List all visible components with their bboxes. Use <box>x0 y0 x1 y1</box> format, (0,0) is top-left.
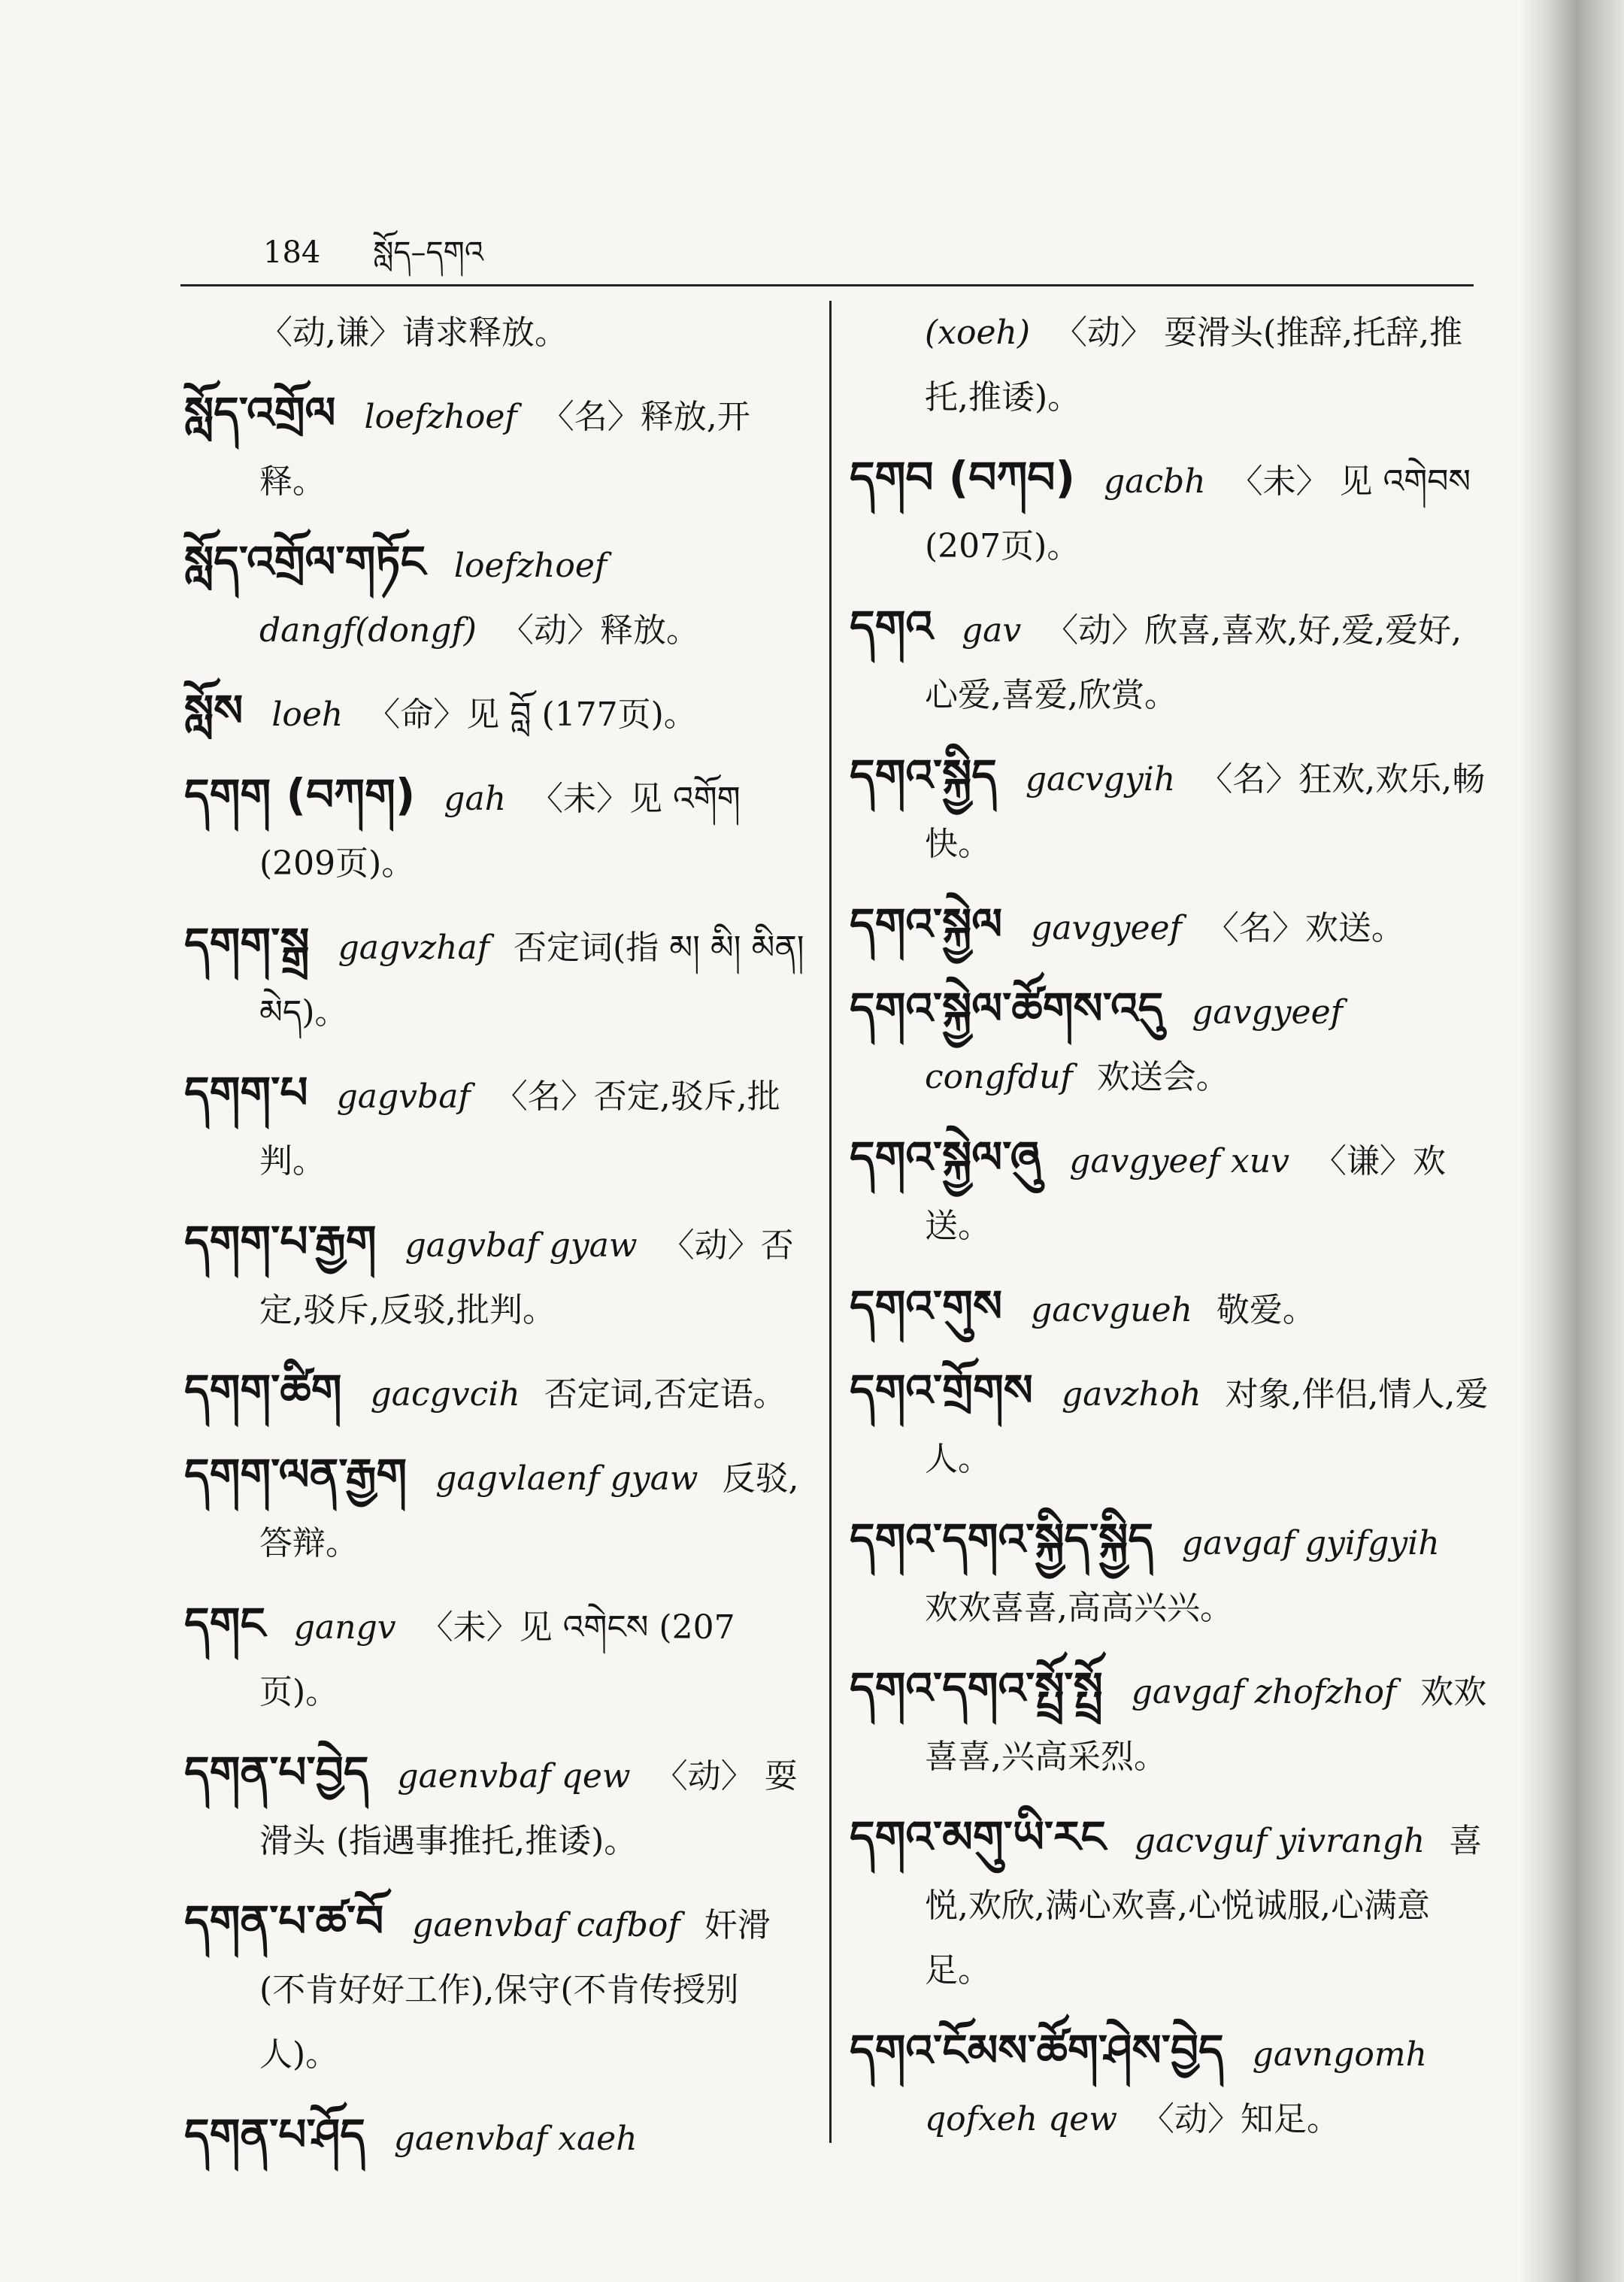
romanization: (xoeh) <box>925 314 1031 352</box>
romanization: gagvbaf <box>336 1077 471 1116</box>
dictionary-entry <box>850 743 1489 877</box>
headword: དགའ་ངོམས་ཚོག་ཤེས་བྱེད <box>850 2025 1224 2076</box>
dictionary-entry <box>850 1656 1489 1790</box>
dictionary-entry <box>184 678 808 747</box>
header-rule <box>180 284 1474 286</box>
definition: 欢送会。 <box>1096 1058 1229 1096</box>
headword: དགའ་གུས <box>850 1280 1003 1332</box>
definition: 〈动〉 耍滑头(推辞,托辞,推托,推诿)。 <box>925 314 1463 417</box>
romanization: gaenvbaf xaeh <box>393 2120 638 2158</box>
dictionary-entry <box>184 1591 808 1725</box>
definition: 〈动,谦〉请求释放。 <box>259 314 568 352</box>
dictionary-entry <box>184 1209 808 1343</box>
dictionary-entry <box>850 892 1489 961</box>
dictionary-entry <box>850 1125 1489 1259</box>
definition: 〈名〉狂欢,欢乐,畅快。 <box>925 760 1486 863</box>
definition: 〈动〉欣喜,喜欢,好,爱,爱好,心爱,喜爱,欣赏。 <box>925 611 1462 714</box>
definition: 对象,伴侣,情人,爱人。 <box>925 1375 1489 1478</box>
dictionary-entry <box>850 301 1489 430</box>
headword: དགག་པ་རྒྱག <box>184 1216 377 1267</box>
definition: 奸滑(不肯好好工作),保守(不肯传授别人)。 <box>259 1906 771 2074</box>
dictionary-entry <box>850 1358 1489 1492</box>
romanization: gah <box>444 780 507 818</box>
dictionary-entry <box>850 1507 1489 1641</box>
headword: དགག་སྒྲ <box>184 918 310 969</box>
headword: སློད་འགྲོལ <box>184 387 336 438</box>
headword: དགང <box>184 1598 265 1649</box>
definition: 〈未〉见 འགེངས (207页)。 <box>259 1608 735 1711</box>
headword: དགག་ལན་རྒྱག <box>184 1449 408 1500</box>
dictionary-entry <box>850 445 1489 579</box>
headword: དགའ་སྐྱེལ་ཚོགས་འདུ <box>850 983 1164 1034</box>
dictionary-entry <box>184 2102 808 2171</box>
headword: དགན་པ་བྱེད <box>184 1747 369 1798</box>
romanization: gavgyeef <box>1031 909 1182 947</box>
definition: 否定词(指 མ། མི། མིན། མེད)。 <box>259 929 804 1032</box>
definition: 反驳,答辩。 <box>259 1459 799 1562</box>
book-spine-shadow <box>1519 0 1624 2282</box>
definition: 〈未〉 见 འགེབས (207页)。 <box>925 462 1471 565</box>
headword: དགན་པ་ཤོད <box>184 2109 365 2160</box>
headword: དགབ (བཀབ) <box>850 452 1075 503</box>
romanization: gavgyeef xuv <box>1069 1142 1289 1180</box>
dictionary-entry <box>850 594 1489 728</box>
dictionary-entry <box>184 1358 808 1427</box>
romanization: gav <box>961 611 1022 650</box>
romanization: loefzhoef <box>364 398 517 436</box>
definition: 否定词,否定语。 <box>544 1375 786 1414</box>
dictionary-entry <box>184 911 808 1045</box>
headword: སློད་འགྲོལ་གཏོང <box>184 536 426 587</box>
definition: 〈名〉否定,驳斥,批判。 <box>259 1077 780 1180</box>
romanization: gavzhoh <box>1061 1375 1201 1414</box>
dictionary-entry <box>184 1442 808 1576</box>
headword: དགའ་མགུ་ཡི་རང <box>850 1811 1106 1862</box>
romanization: gacgvcih <box>370 1375 520 1414</box>
definition: 〈动〉 耍滑头 (指遇事推托,推诿)。 <box>259 1757 798 1860</box>
definition: 〈名〉释放,开释。 <box>259 398 750 501</box>
definition: 〈谦〉欢送。 <box>925 1142 1446 1245</box>
romanization: gaenvbaf cafbof <box>412 1906 680 1944</box>
dictionary-entry <box>184 1060 808 1194</box>
dictionary-entry <box>850 976 1489 1110</box>
definition: 〈动〉否定,驳斥,反驳,批判。 <box>259 1226 794 1329</box>
dictionary-entry <box>850 1274 1489 1343</box>
column-divider <box>829 301 832 2143</box>
definition: 欢欢喜喜,兴高采烈。 <box>925 1673 1487 1776</box>
dictionary-entry <box>184 529 808 663</box>
definition: 〈未〉见 འགོག (209页)。 <box>259 780 741 883</box>
running-head: སློད–དགའ <box>373 235 484 270</box>
romanization: gavgaf gyifgyih <box>1181 1524 1440 1562</box>
romanization: loeh <box>271 696 344 734</box>
headword: དགའ་དགའ་སྐྱིད་སྐྱིད <box>850 1514 1153 1565</box>
page-header <box>263 218 483 303</box>
page-number: 184 <box>263 235 321 270</box>
romanization: gacvgyih <box>1025 760 1176 799</box>
headword: སློས <box>184 685 244 736</box>
dictionary-entry <box>184 1740 808 1874</box>
definition: 〈动〉释放。 <box>500 611 699 650</box>
headword: དགག་པ <box>184 1067 308 1118</box>
dictionary-entry <box>184 301 808 365</box>
definition: 喜悦,欢欣,满心欢喜,心悦诚服,心满意足。 <box>925 1822 1483 1990</box>
romanization: loefzhoef dangf(dongf) <box>259 547 607 650</box>
headword: དགག (བཀག) <box>184 769 416 820</box>
definition: 敬爱。 <box>1216 1291 1316 1329</box>
dictionary-entry <box>850 1805 1489 2003</box>
romanization: gacbh <box>1104 462 1206 501</box>
dictionary-entry <box>850 2018 1489 2152</box>
dictionary-entry <box>184 1889 808 2087</box>
definition: 欢欢喜喜,高高兴兴。 <box>925 1589 1233 1627</box>
dictionary-entry <box>184 380 808 514</box>
romanization: gangv <box>293 1608 396 1647</box>
romanization: gagvbaf gyaw <box>404 1226 638 1265</box>
romanization: gagvzhaf <box>338 929 490 967</box>
romanization: gavngomh qofxeh qew <box>925 2035 1427 2138</box>
definition: 〈动〉知足。 <box>1141 2100 1340 2138</box>
definition: 〈名〉欢送。 <box>1205 909 1404 947</box>
romanization: gacvgueh <box>1031 1291 1192 1329</box>
headword: དགའ་སྐྱེལ་ཞུ <box>850 1132 1041 1183</box>
definition: 〈命〉见 བློ (177页)。 <box>367 696 697 734</box>
headword: དགའ་གྲོགས <box>850 1365 1033 1416</box>
headword: དགག་ཚིག <box>184 1365 342 1416</box>
left-column <box>184 301 808 2187</box>
headword: དགའ་དགའ་སྤྲོ་སྤྲོ <box>850 1662 1103 1714</box>
headword: དགའ་སྐྱེལ <box>850 899 1003 950</box>
romanization: gavgyeef congfduf <box>925 993 1343 1096</box>
right-column <box>850 301 1489 2167</box>
romanization: gaenvbaf qew <box>397 1757 631 1796</box>
headword: དགན་པ་ཚ་བོ <box>184 1896 384 1947</box>
romanization: gavgaf zhofzhof <box>1131 1673 1397 1711</box>
romanization: gagvlaenf gyaw <box>435 1459 698 1498</box>
headword: དགའ <box>850 601 933 652</box>
dictionary-entry <box>184 762 808 896</box>
headword: དགའ་སྐྱིད <box>850 750 997 801</box>
romanization: gacvguf yivrangh <box>1134 1822 1426 1860</box>
